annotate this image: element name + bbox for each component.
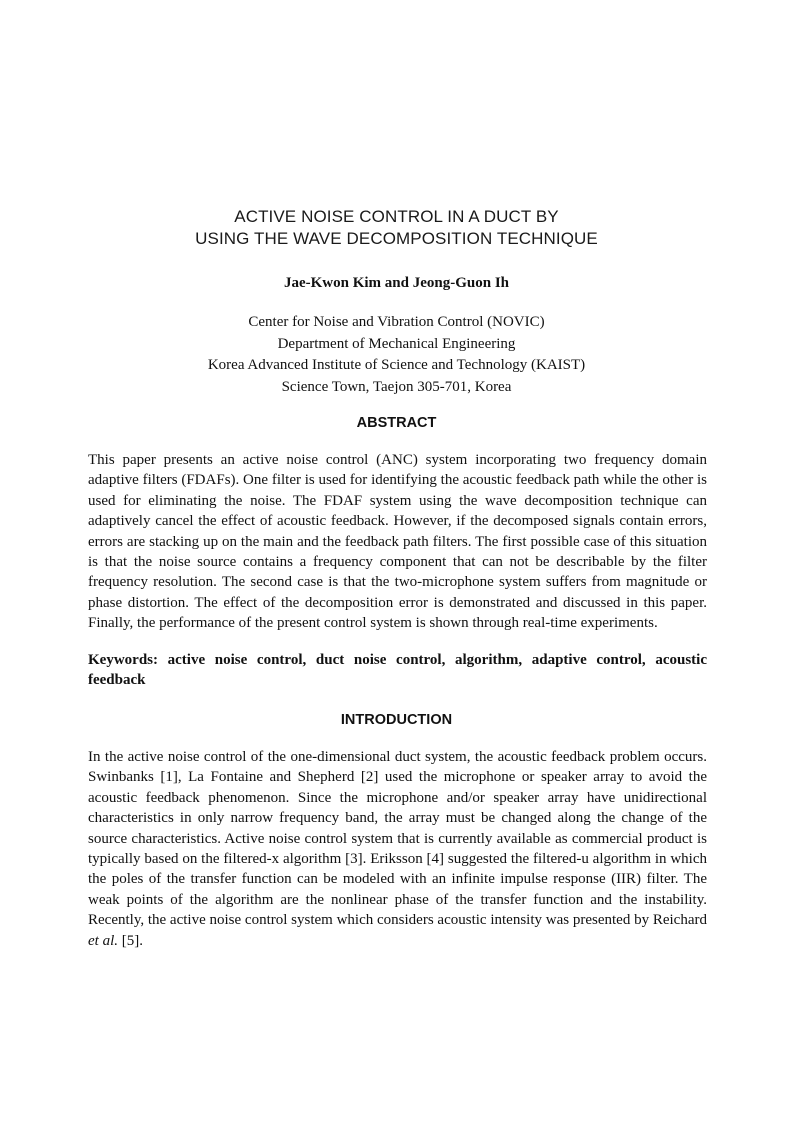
title-line-1: ACTIVE NOISE CONTROL IN A DUCT BY	[234, 207, 559, 226]
introduction-etal: et al.	[88, 932, 118, 949]
affiliation	[0, 312, 793, 398]
introduction-text-main: In the active noise control of the one-dimensional duct system, the acoustic feedback problem occurs. Swinbanks [1], La Fontaine and Shepherd [2] used the microphone or speaker array to avoid the acoustic feedback phenomenon. Since the microphone and/or speaker array have unidirectional characteristics in only narrow frequency band, the array must be changed along the change of the source characteristics. Active noise control system that is currently available as commercial product is typically based on the filtered-x algorithm [3]. Eriksson [4] suggested the filtered-u algorithm in which the poles of the transfer function can be modeled with an infinite impulse response (IIR) filter. The weak points of the algorithm are the nonlinear phase of the transfer function and the instability. Recently, the active noise control system which considers acoustic intensity was presented by Reichard	[88, 749, 707, 929]
affiliation-line-1: Center for Noise and Vibration Control (NOVIC)	[248, 314, 545, 330]
paper-title	[0, 206, 793, 250]
introduction-heading: INTRODUCTION	[340, 712, 453, 728]
title-line-2: USING THE WAVE DECOMPOSITION TECHNIQUE	[195, 229, 598, 248]
abstract-text: This paper presents an active noise control (ANC) system incorporating two frequency domain adaptive filters (FDAFs). One filter is used for identifying the acoustic feedback path while the other is used for eliminating the noise. The FDAF system using the wave decomposition technique can adaptively cancel the effect of acoustic feedback. However, if the decomposed signals contain errors, errors are stacking up on the main and the feedback path filters. The first possible case of this situation is that the noise source contains a frequency component that can not be describable by the filter frequency resolution. The second case is that the two-microphone system suffers from magnitude or phase distortion. The effect of the decomposition error is demonstrated and discussed in this paper. Finally, the performance of the present control system is shown through real-time experiments.	[88, 452, 707, 632]
introduction-text-end: [5].	[118, 932, 143, 949]
keywords: Keywords: active noise control, duct noise control, algorithm, adaptive control, acoustic feedback	[88, 652, 707, 689]
authors: Jae-Kwon Kim and Jeong-Guon Ih	[283, 275, 510, 291]
affiliation-line-2: Department of Mechanical Engineering	[277, 335, 516, 352]
abstract-heading: ABSTRACT	[356, 415, 437, 431]
affiliation-line-4: Science Town, Taejon 305-701, Korea	[281, 378, 512, 395]
introduction-text	[88, 747, 707, 951]
affiliation-line-3: Korea Advanced Institute of Science and Technology (KAIST)	[207, 357, 586, 373]
